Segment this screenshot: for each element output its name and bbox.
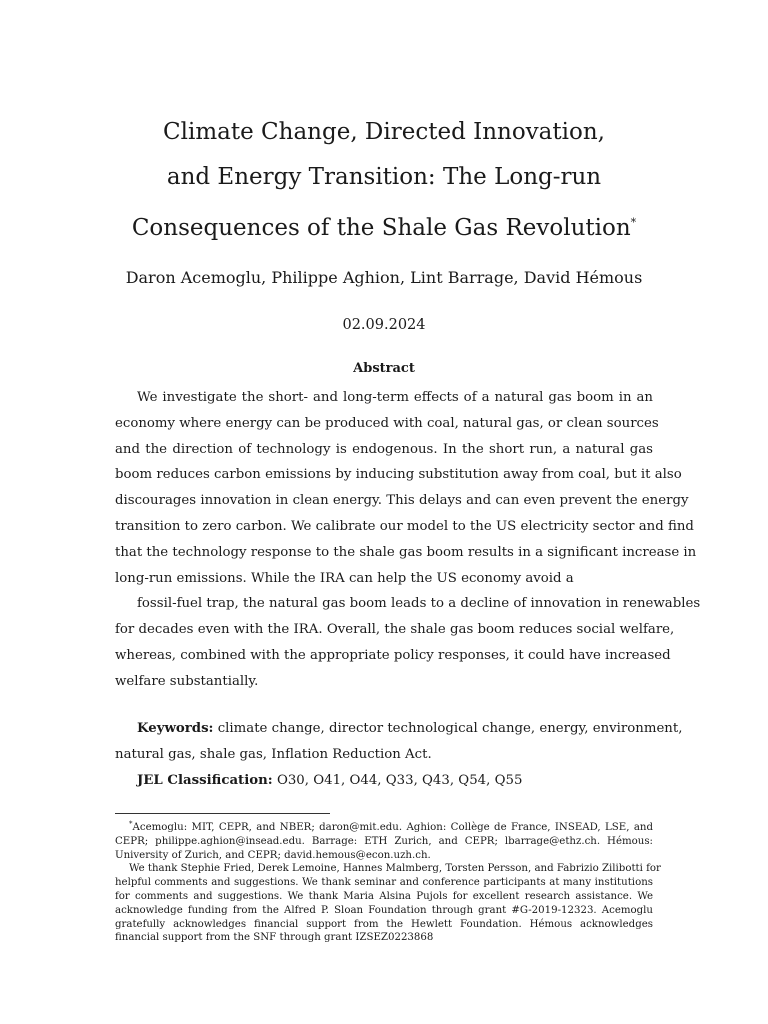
keywords-label: Keywords: (137, 721, 214, 736)
title-line (0, 200, 768, 251)
footnote-line: for comments and suggestions. We thank Maria Alsina Pujols for excellent research assistance. We (115, 890, 653, 902)
title-line: and Energy Transition: The Long-run (166, 164, 602, 190)
footnote-line (115, 818, 653, 835)
author-list: Daron Acemoglu, Philippe Aghion, Lint Barrage, David Hémous (125, 268, 643, 287)
abstract-line: discourages innovation in clean energy. This delays and can even prevent the energy (115, 493, 689, 509)
paper-date: 02.09.2024 (342, 317, 426, 333)
keywords-text: climate change, director technological change, energy, environment, (217, 721, 683, 736)
abstract-line: welfare substantially. (115, 673, 259, 689)
abstract-line: boom reduces carbon emissions by inducing substitution away from coal, but it also (115, 467, 682, 483)
footnotes (115, 818, 661, 945)
abstract-line: transition to zero carbon. We calibrate our model to the US electricity sector and find (115, 518, 694, 534)
keywords-line: natural gas, shale gas, Inflation Reduction Act. (115, 746, 432, 762)
footnote-line: University of Zurich, and CEPR; david.hemous@econ.uzh.ch. (115, 849, 431, 861)
footnote-line: financial support from the SNF through grant IZSEZ0223868 (115, 932, 434, 944)
title-footnote-mark[interactable]: * (630, 216, 637, 229)
abstract-line: whereas, combined with the appropriate policy responses, it could have increased (115, 647, 671, 663)
keywords-section (115, 716, 683, 768)
title-line: Climate Change, Directed Innovation, (163, 119, 605, 145)
title-line-text: Consequences of the Shale Gas Revolution (131, 215, 631, 241)
keywords-line (115, 716, 683, 742)
jel-label: JEL Classification: (137, 773, 273, 788)
footnote-mark: * (129, 820, 133, 828)
abstract-line: fossil-fuel trap, the natural gas boom leads to a decline of innovation in renewables (137, 596, 701, 612)
jel-codes: O30, O41, O44, Q33, Q43, Q54, Q55 (276, 773, 523, 788)
footnote-line: helpful comments and suggestions. We thank seminar and conference participants at many institutions (115, 877, 653, 889)
footnote-line: gratefully acknowledges financial support from the Hewlett Foundation. Hémous acknowledges (115, 918, 653, 930)
footnote-line: We thank Stephie Fried, Derek Lemoine, Hannes Malmberg, Torsten Persson, and Fabrizio Zilibotti for (129, 863, 661, 875)
jel-classification (137, 768, 522, 794)
abstract-line: long-run emissions. While the IRA can help the US economy avoid a (115, 570, 574, 586)
footnote-line: CEPR; philippe.aghion@insead.edu. Barrage: ETH Zurich, and CEPR; lbarrage@ethz.ch. Hémous: (115, 835, 653, 847)
footnote-divider (115, 813, 330, 814)
footnote-text: Acemoglu: MIT, CEPR, and NBER; daron@mit.edu. Aghion: Collège de France, INSEAD, LSE, and (132, 822, 653, 833)
paper-title (0, 110, 768, 251)
abstract-line: economy where energy can be produced with coal, natural gas, or clean sources (115, 415, 659, 431)
abstract-line: and the direction of technology is endogenous. In the short run, a natural gas (115, 441, 653, 457)
footnote-line: acknowledge funding from the Alfred P. Sloan Foundation through grant #G-2019-12323. Acemoglu (115, 904, 653, 916)
abstract-line: for decades even with the IRA. Overall, the shale gas boom reduces social welfare, (115, 622, 675, 638)
abstract-heading: Abstract (353, 361, 415, 376)
abstract-line: that the technology response to the shale gas boom results in a significant increase in (115, 544, 697, 560)
abstract-body (115, 385, 701, 695)
abstract-line: We investigate the short- and long-term effects of a natural gas boom in an (137, 390, 653, 405)
